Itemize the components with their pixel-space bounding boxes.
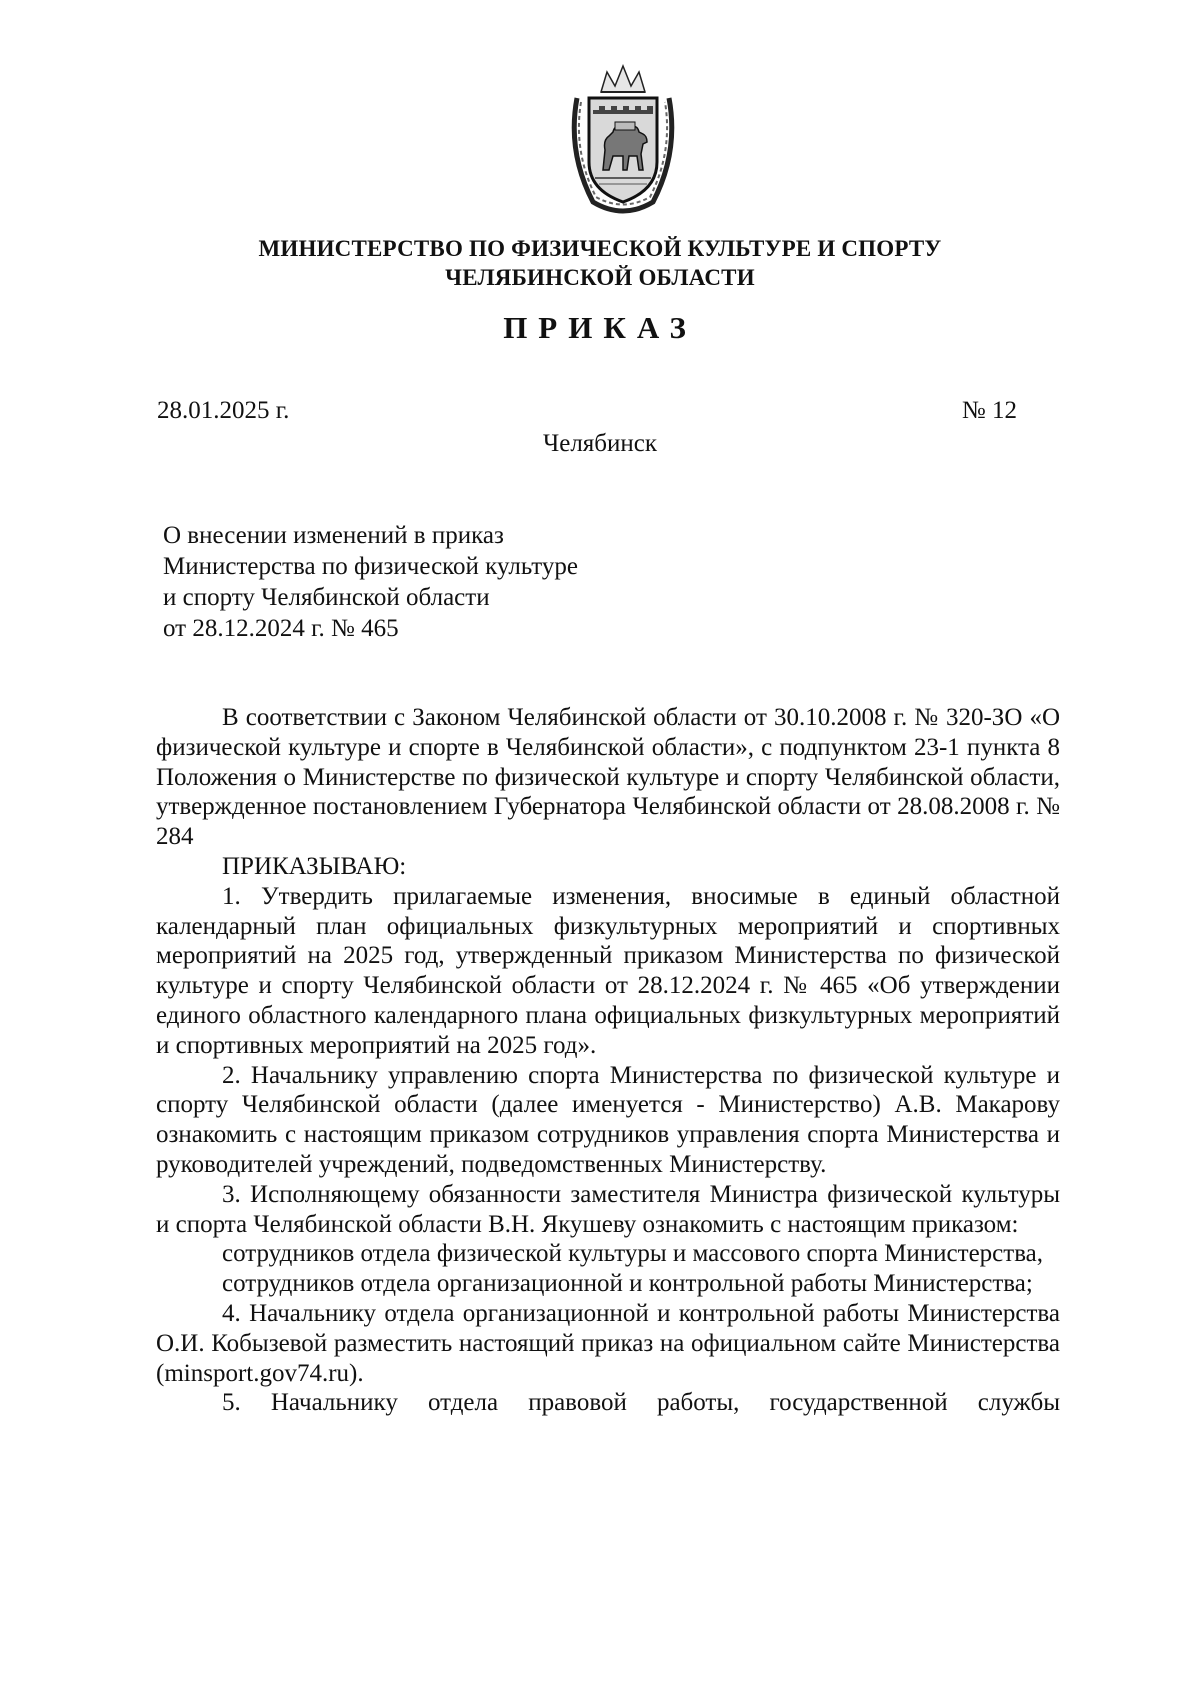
order-subject [163,520,723,644]
order-number: № 12 [961,397,1017,424]
ministry-name-line2: ЧЕЛЯБИНСКОЙ ОБЛАСТИ [445,265,755,290]
preamble-paragraph: В соответствии с Законом Челябинской области от 30.10.2008 г. № 320-ЗО «О физической культуре и спорте в Челябинской области», с подпунктом 23-1 пункта 8 Положения о Министерстве по физической культуре и спорту Челябинской области, утвержденное постановлением Губернатора Челябинской области от 28.08.2008 г. № 284 [156,704,1060,851]
subject-line: и спорту Челябинской области [163,584,490,611]
ministry-name-line1: МИНИСТЕРСТВО ПО ФИЗИЧЕСКОЙ КУЛЬТУРЕ И СПОРТУ [258,236,942,261]
clause-3-item-b: сотрудников отдела организационной и контрольной работы Министерства; [222,1270,1033,1298]
document-type-title: ПРИКАЗ [503,310,697,345]
order-date: 28.01.2025 г. [157,397,290,424]
subject-line: О внесении изменений в приказ [163,522,504,549]
subject-line: от 28.12.2024 г. № 465 [163,615,399,642]
ministry-name [150,234,1050,292]
clause-1: 1. Утвердить прилагаемые изменения, вносимые в единый областной календарный план официальных физкультурных мероприятий и спортивных мероприятий на 2025 год, утвержденный приказом Министерства по физической культуре и спорту Челябинской области от 28.12.2024 г. № 465 «Об утверждении единого областного календарного плана официальных физкультурных мероприятий и спортивных мероприятий на 2025 год». [156,882,1060,1059]
clause-3-item-a: сотрудников отдела физической культуры и массового спорта Министерства, [222,1240,1044,1268]
clause-2: 2. Начальнику управлению спорта Министерства по физической культуре и спорту Челябинской области (далее именуется - Министерство) А.В. Макарову ознакомить с настоящим приказом сотрудников управления спорта Министерства и руководителей учреждений, подведомственных Министерству. [156,1061,1060,1178]
order-city: Челябинск [542,430,658,457]
clause-3: 3. Исполняющему обязанности заместителя Министра физической культуры и спорта Челябинской области В.Н. Якушеву ознакомить с настоящим приказом: [156,1180,1060,1238]
decree-word: ПРИКАЗЫВАЮ: [222,852,407,880]
coat-of-arms-icon [563,62,683,217]
clause-5: 5. Начальнику отдела правовой работы, государственной службы [222,1389,1060,1417]
subject-line: Министерства по физической культуре [163,553,578,580]
order-body [156,703,1060,1418]
clause-4: 4. Начальнику отдела организационной и контрольной работы Министерства О.И. Кобызевой разместить настоящий приказ на официальном сайте Министерства (minsport.gov74.ru). [156,1299,1060,1387]
